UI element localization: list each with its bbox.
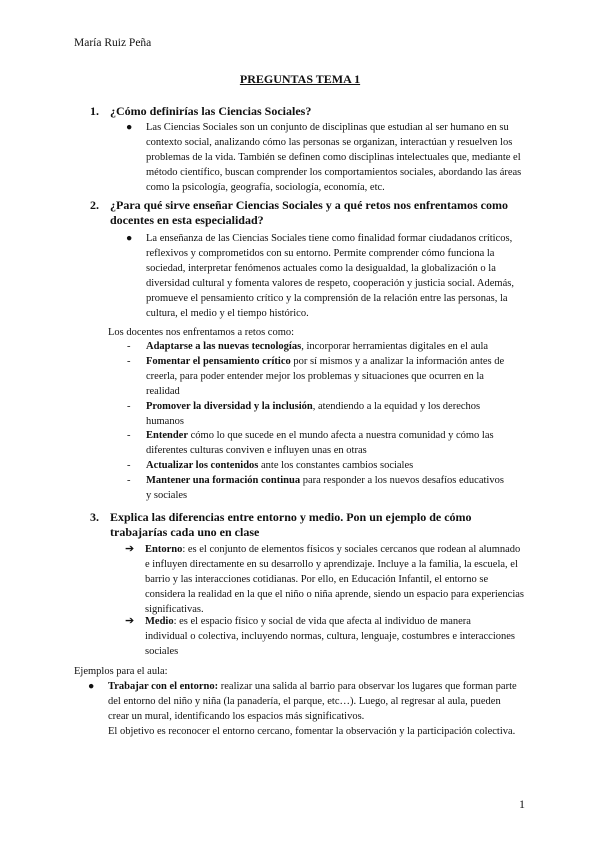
answer-bullet <box>126 231 518 321</box>
answer-text: La enseñanza de las Ciencias Sociales tiene como finalidad formar ciudadanos críticos, reflexivos y comprometidos con su entorno. Permite comprender cómo funciona la sociedad, interpretar fenómenos actuales como la desigualdad, la globalización o la diversidad cultural y fomenta valores de respeto, cooperación y justicia social. Además, promueve el pensamiento crítico y la comprensión de la relación entre las personas, la cultura, el medio y el tiempo histórico. <box>146 233 514 319</box>
bullet-icon: ● <box>88 681 95 692</box>
question-3 <box>90 510 520 540</box>
document-title: PREGUNTAS TEMA 1 <box>239 72 361 86</box>
dash-marker: - <box>127 430 131 441</box>
medio-text: : es el espacio físico y social de vida que afecta al individuo de manera individual o colectiva, incluyendo normas, cultura, lenguaje, costumbres e interacciones sociales <box>145 616 516 657</box>
question-text: Explica las diferencias entre entorno y medio. Pon un ejemplo de cómo trabajarías cada uno en clase <box>110 510 472 539</box>
answer-text: Las Ciencias Sociales son un conjunto de disciplinas que estudian al ser humano en su contexto social, analizando cómo las personas se organizan, interactúan y resuelven los problemas de la vida. También se definen como disciplinas intelectuales que, mediante el método científico, buscan comprender los comportamientos sociales, abordando las áreas como la psicología, geografía, sociología, economía, etc. <box>146 122 522 193</box>
challenge-title: Adaptarse a las nuevas tecnologías <box>146 341 302 352</box>
example-text: realizar una salida al barrio para observar los lugares que forman parte del entorno del niño y niña (la panadería, el parque, etc…). Luego, al regresar al aula, pueden crear un mural, identificando los espacios más significativos. <box>108 681 517 722</box>
bullet-icon: ● <box>126 233 133 244</box>
dash-marker: - <box>127 401 131 412</box>
challenge-text: ante los constantes cambios sociales <box>258 460 414 471</box>
example-term: Trabajar con el entorno: <box>108 681 219 692</box>
example-goal: El objetivo es reconocer el entorno cercano, fomentar la observación y la participación colectiva. <box>108 726 516 737</box>
challenge-title: Actualizar los contenidos <box>146 460 259 471</box>
entorno-text: : es el conjunto de elementos físicos y sociales cercanos que rodean al alumnado e influyen directamente en su desarrollo y aprendizaje. Incluye a la familia, la escuela, el barrio y las interacciones cotidianas. Por ello, en Educación Infantil, el entorno se considera la realidad en la que el niño o niña aprende, siendo un espacio para experiencias significativas. <box>145 544 525 615</box>
challenge-item <box>127 400 507 430</box>
challenge-item <box>127 355 507 399</box>
question-number: 3. <box>90 510 99 524</box>
challenge-text: para responder a los nuevos desafíos educativos y sociales <box>146 475 504 501</box>
challenge-text: por sí mismos y a analizar la información antes de creerla, para poder entender mejor los problemas y situaciones que ocurren en la realidad <box>146 356 505 397</box>
challenge-item <box>127 474 507 504</box>
question-text: ¿Cómo definirías las Ciencias Sociales? <box>110 104 312 118</box>
dash-marker: - <box>127 475 131 486</box>
bullet-icon: ● <box>126 122 133 133</box>
examples-intro: Ejemplos para el aula: <box>74 666 168 677</box>
entorno-term: Entorno <box>145 544 183 555</box>
author-name: María Ruiz Peña <box>74 37 152 49</box>
page-number: 1 <box>519 797 525 811</box>
question-number: 2. <box>90 198 99 212</box>
challenge-item <box>127 340 507 355</box>
challenge-title: Entender <box>146 430 188 441</box>
answer-bullet <box>126 120 522 195</box>
challenge-title: Mantener una formación continua <box>146 475 301 486</box>
question-2 <box>90 198 520 228</box>
question-number: 1. <box>90 104 99 118</box>
challenge-item <box>127 459 507 474</box>
arrow-right-icon: ➔ <box>125 543 135 555</box>
challenge-title: Fomentar el pensamiento crítico <box>146 356 291 367</box>
challenge-text: , atendiendo a la equidad y los derechos humanos <box>146 401 481 427</box>
question-text: ¿Para qué sirve enseñar Ciencias Sociales y a qué retos nos enfrentamos como docentes en esta especialidad? <box>110 198 508 227</box>
arrow-right-icon: ➔ <box>125 615 135 627</box>
entorno-definition <box>125 542 525 617</box>
example-bullet <box>88 679 520 739</box>
challenge-text: , incorporar herramientas digitales en el aula <box>301 341 489 352</box>
medio-definition <box>125 614 516 659</box>
dash-marker: - <box>127 341 131 352</box>
challenge-text: cómo lo que sucede en el mundo afecta a nuestra comunidad y cómo las diferentes culturas conviven e influyen unas en otras <box>146 430 494 456</box>
challenge-title: Promover la diversidad y la inclusión <box>146 401 313 412</box>
question-1 <box>90 104 520 119</box>
medio-term: Medio <box>145 616 174 627</box>
dash-marker: - <box>127 460 131 471</box>
challenge-item <box>127 429 507 459</box>
challenges-intro: Los docentes nos enfrentamos a retos como: <box>108 327 295 338</box>
dash-marker: - <box>127 356 131 367</box>
